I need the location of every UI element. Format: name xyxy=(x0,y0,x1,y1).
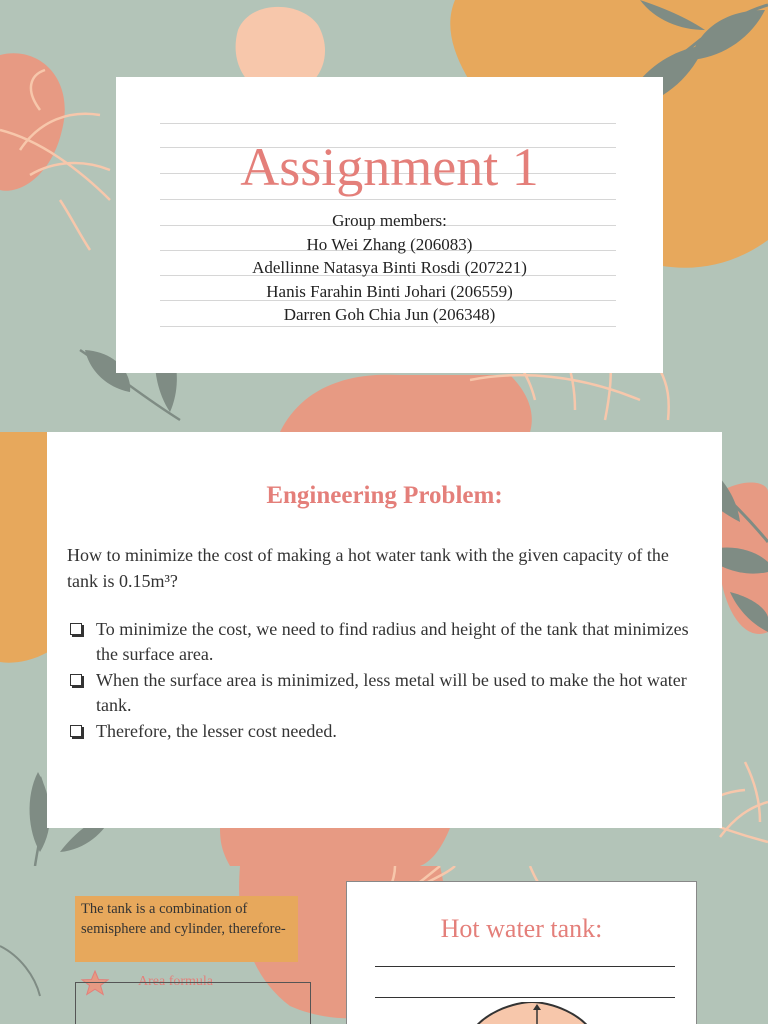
engineering-problem-slide xyxy=(0,432,768,866)
group-members-heading: Group members: xyxy=(332,211,447,230)
problem-card xyxy=(47,432,722,828)
problem-title: Engineering Problem: xyxy=(266,482,503,509)
area-formula-label: Area formula xyxy=(138,974,214,989)
list-item: Therefore, the lesser cost needed. xyxy=(67,719,697,744)
member-item: Darren Goh Chia Jun (206348) xyxy=(283,305,496,324)
problem-question: How to minimize the cost of making a hot water tank with the given capacity of the tank is 0.15m³? xyxy=(67,545,669,591)
list-item: When the surface area is minimized, less metal will be used to make the hot water tank. xyxy=(67,668,697,718)
checkbox-bullet-icon xyxy=(70,623,82,635)
checkbox-bullet-icon xyxy=(70,725,82,737)
problem-bullets xyxy=(67,617,697,745)
member-item: Ho Wei Zhang (206083) xyxy=(306,234,473,254)
member-item: Hanis Farahin Binti Johari (206559) xyxy=(266,281,513,301)
formula-box xyxy=(75,982,311,1024)
group-members-list xyxy=(116,209,663,327)
hot-water-tank-slide xyxy=(0,866,768,1024)
member-item: Adellinne Natasya Binti Rosdi (207221) xyxy=(252,258,527,277)
checkbox-bullet-icon xyxy=(70,674,82,686)
tank-card-title: Hot water tank: xyxy=(440,914,603,943)
title-card xyxy=(116,77,663,373)
tank-diagram xyxy=(457,1002,607,1024)
tank-description-note: The tank is a combination of semisphere and cylinder, therefore- xyxy=(75,896,298,962)
list-item: To minimize the cost, we need to find radius and height of the tank that minimizes the surface area. xyxy=(67,617,697,667)
tank-card xyxy=(346,881,697,1024)
assignment-title: Assignment 1 xyxy=(240,137,539,197)
title-slide xyxy=(0,0,768,432)
